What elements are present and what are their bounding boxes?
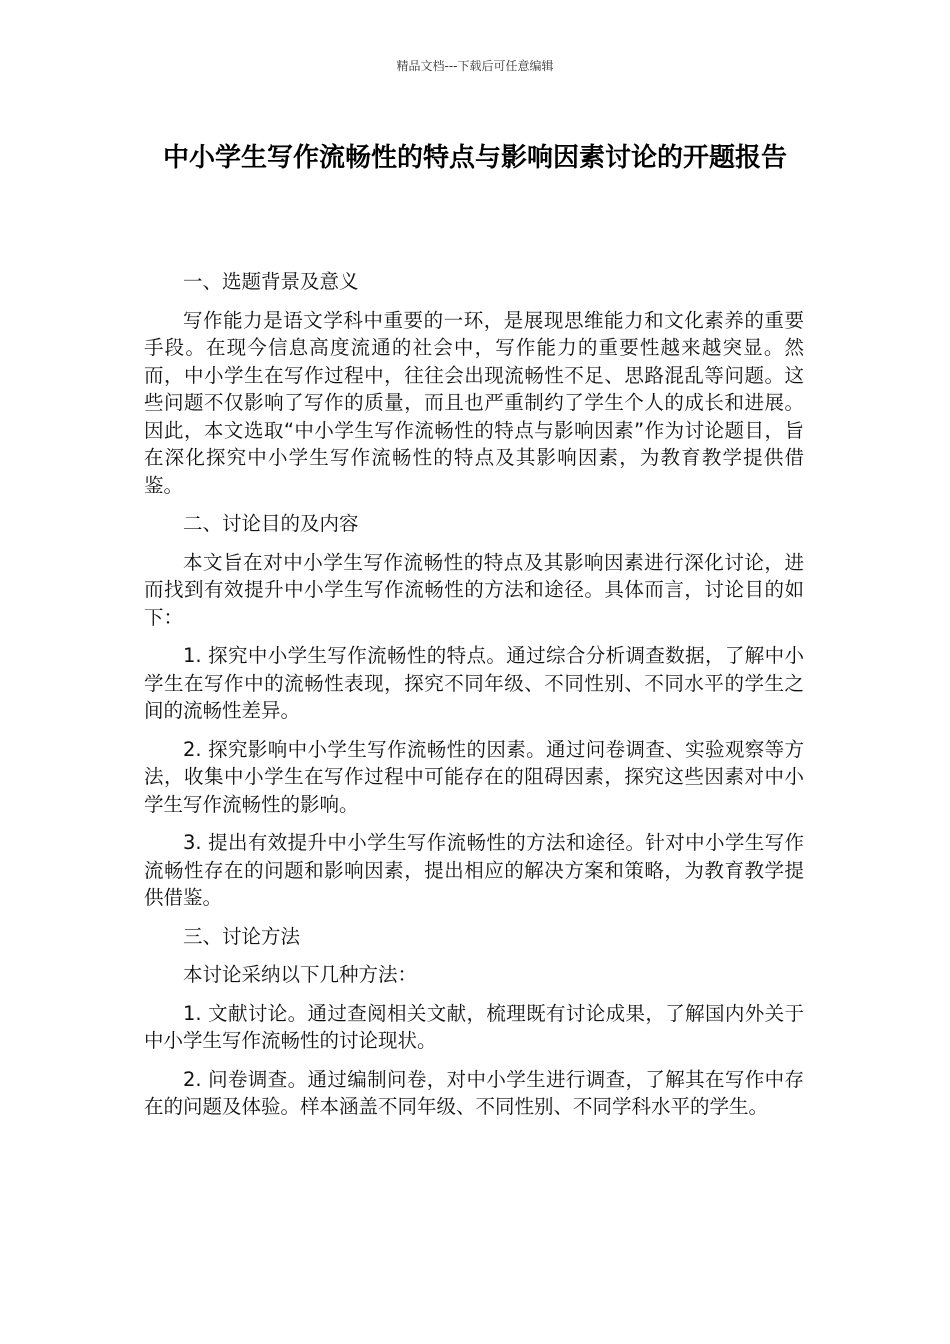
body-paragraph: 写作能力是语文学科中重要的一环，是展现思维能力和文化素养的重要手段。在现今信息高度流通的社会中，写作能力的重要性越来越突显。然而，中小学生在写作过程中，往往会出现流畅性不足、思路混乱等问题。这些问题不仅影响了写作的质量，而且也严重制约了学生个人的成长和进展。因此，本文选取“中小学生写作流畅性的特点与影响因素”作为讨论题目，旨在深化探究中小学生写作流畅性的特点及其影响因素，为教育教学提供借鉴。	[144, 308, 804, 497]
list-item: 1. 文献讨论。通过查阅相关文献，梳理既有讨论成果，了解国内外关于中小学生写作流畅性的讨论现状。	[144, 1001, 804, 1052]
page-header-note: 精品文档---下载后可任意编辑	[396, 59, 554, 73]
list-item: 3. 提出有效提升中小学生写作流畅性的方法和途径。针对中小学生写作流畅性存在的问题和影响因素，提出相应的解决方案和策略，为教育教学提供借鉴。	[144, 831, 804, 909]
body-paragraph: 本文旨在对中小学生写作流畅性的特点及其影响因素进行深化讨论，进而找到有效提升中小学生写作流畅性的方法和途径。具体而言，讨论目的如下：	[144, 550, 804, 629]
body-paragraph: 本讨论采纳以下几种方法：	[183, 963, 418, 986]
list-item: 1. 探究中小学生写作流畅性的特点。通过综合分析调查数据，了解中小学生在写作中的流畅性表现，探究不同年级、不同性别、不同水平的学生之间的流畅性差异。	[144, 644, 804, 722]
section-heading: 二、讨论目的及内容	[183, 512, 359, 535]
list-item: 2. 问卷调查。通过编制问卷，对中小学生进行调查，了解其在写作中存在的问题及体验。样本涵盖不同年级、不同性别、不同学科水平的学生。	[144, 1067, 804, 1118]
section-heading: 一、选题背景及意义	[183, 270, 359, 293]
list-item: 2. 探究影响中小学生写作流畅性的因素。通过问卷调查、实验观察等方法，收集中小学生在写作过程中可能存在的阻碍因素，探究这些因素对中小学生写作流畅性的影响。	[144, 737, 804, 816]
document-title: 中小学生写作流畅性的特点与影响因素讨论的开题报告	[162, 143, 787, 173]
document-body	[144, 268, 804, 1132]
section-heading: 三、讨论方法	[183, 924, 301, 948]
